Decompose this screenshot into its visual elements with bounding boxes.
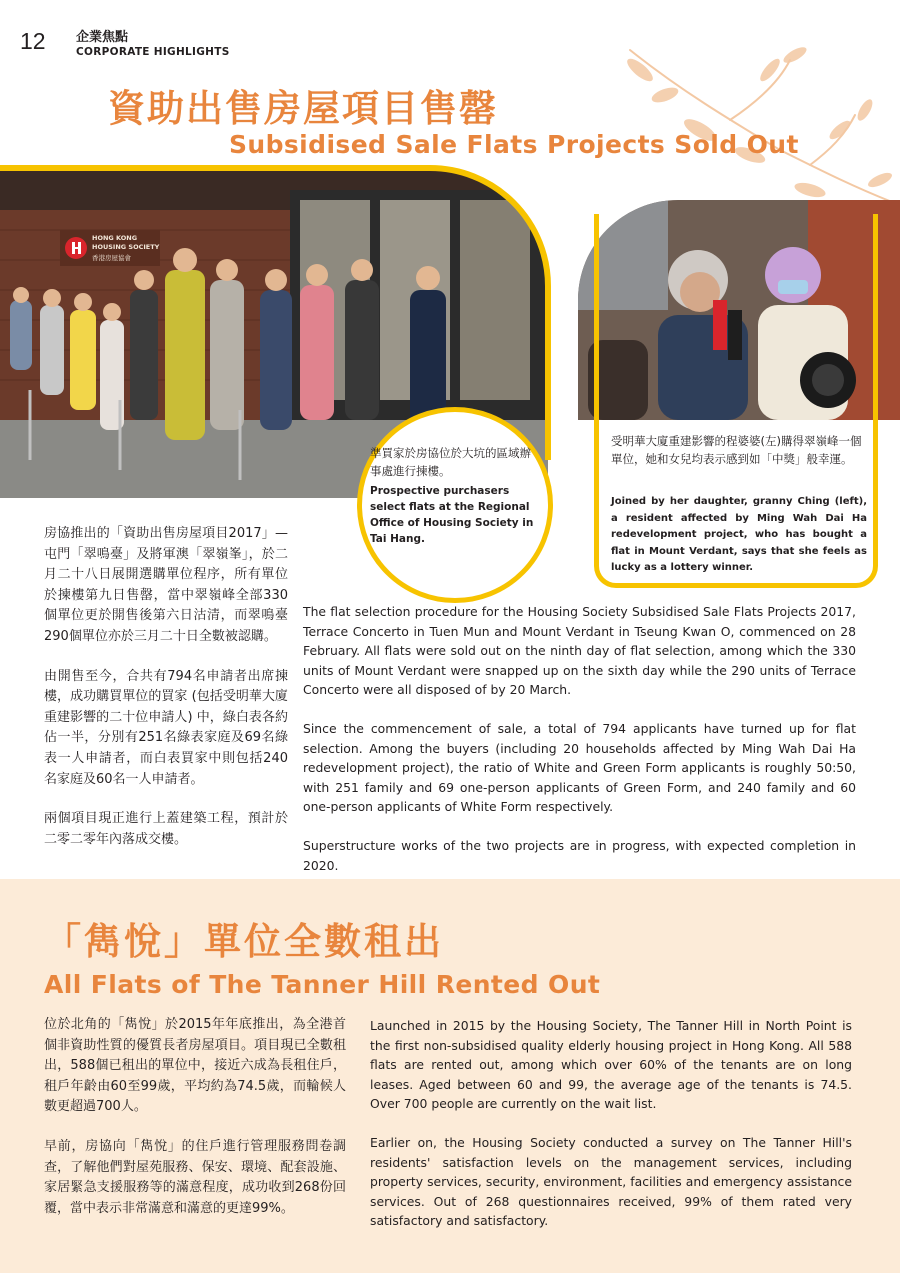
paragraph: Superstructure works of the two projects are in progress, with expected completion in 2020.	[303, 837, 856, 873]
photo2-caption-zh: 受明華大廈重建影響的程婆婆(左)購得翠嶺峰一個單位，她和女兒均表示感到如「中獎」般幸運。	[611, 434, 862, 466]
sign-zh: 香港房屋協會	[92, 254, 131, 262]
article1-body-en	[303, 602, 856, 894]
article2-title-zh: 「雋悅」單位全數租出	[44, 920, 444, 963]
photo-caption-en: Prospective purchasers select flats at the Regional Office of Housing Society in Tai Hang.	[370, 485, 534, 545]
sign-line2: HOUSING SOCIETY	[92, 243, 160, 251]
paragraph: 由開售至今，合共有794名申請者出席揀樓，成功購買單位的買家 (包括受明華大廈重建影響的二十位申請人) 中，綠白表各約佔一半，分別有251名綠表家庭及69名綠表一人申請者，而白表買家中則包括240名家庭及60名一人申請者。	[44, 668, 288, 787]
paragraph: 兩個項目現正進行上蓋建築工程，預計於二零二零年內落成交樓。	[44, 811, 288, 847]
article1-body-zh	[44, 524, 288, 869]
paragraph: 位於北角的「雋悅」於2015年年底推出，為全港首個非資助性質的優質長者房屋項目。項目現已全數租出，588個已租出的單位中，接近六成為長租住戶，租戶年齡由60至99歲，平均約為74.5歲，而輪候人數更超過700人。	[44, 1017, 346, 1115]
section-title-en: CORPORATE HIGHLIGHTS	[76, 46, 230, 58]
paragraph: Launched in 2015 by the Housing Society, The Tanner Hill in North Point is the first non-subsidised quality elderly housing project in Hong Kong. All 588 flats are rented out, among which over 60% of the tenants are on long leases. Aged between 60 and 99, the average age of the tenants is 74.5. Over 700 people are currently on the wait list.	[370, 1018, 852, 1112]
decorative-branch	[610, 40, 900, 210]
sign-line1: HONG KONG	[92, 234, 138, 242]
paragraph: 房協推出的「資助出售房屋項目2017」— 屯門「翠鳴臺」及將軍澳「翠嶺峯」，於二月二十八日展開選購單位程序，所有單位於揀樓第九日售罄，當中翠嶺峰全部330個單位更於開售後第六日沽清，而翠鳴臺290個單位亦於三月二十日全數被認購。	[44, 526, 288, 644]
article-title-en: Subsidised Sale Flats Projects Sold Out	[229, 130, 799, 159]
article2-body-en	[370, 1016, 852, 1250]
photo-caption-zh: 準買家於房協位於大坑的區域辦事處進行揀樓。	[370, 446, 531, 478]
page-number: 12	[20, 28, 46, 54]
article-title-zh: 資助出售房屋項目售罄	[108, 87, 498, 130]
section-title-zh: 企業焦點	[76, 30, 129, 45]
photo2-caption-en: Joined by her daughter, granny Ching (left), a resident affected by Ming Wah Dai Ha redevelopment project, who has bought a flat in Mount Verdant, says that she feels as lucky as a lottery winner.	[611, 496, 867, 573]
paragraph: Since the commencement of sale, a total of 794 applicants have turned up for flat selection. Among the buyers (including 20 households affected by Ming Wah Dai Ha redevelopment project), the ratio of White and Green Form applicants is roughly 50:50, with 251 family and 69 one-person applicants of Green Form, and 240 family and 60 one-person applicants of White Form respectively.	[303, 720, 856, 815]
article2-body-zh	[44, 1015, 346, 1238]
paragraph: Earlier on, the Housing Society conducted a survey on The Tanner Hill's residents' satisfaction levels on the management services, including property services, security, environment, facilities and emergency assistance services. Out of 268 questionnaires received, 99% of them rated very satisfactory and satisfactory.	[370, 1134, 852, 1229]
paragraph: 早前，房協向「雋悅」的住戶進行管理服務問卷調查，了解他們對屋苑服務、保安、環境、配套設施、家居緊急支援服務等的滿意程度，成功收到268份回覆，當中表示非常滿意和滿意的更達99%。	[44, 1138, 346, 1216]
article2-title-en: All Flats of The Tanner Hill Rented Out	[44, 970, 601, 999]
paragraph: The flat selection procedure for the Housing Society Subsidised Sale Flats Projects 2017, Terrace Concerto in Tuen Mun and Mount Verdant in Tseung Kwan O, commenced on 28 February. All flats were sold out on the ninth day of flat selection, among which the 330 units of Mount Verdant were snapped up on the sixth day while the 290 units of Terrace Concerto were all disposed of by 20 March.	[303, 604, 856, 698]
